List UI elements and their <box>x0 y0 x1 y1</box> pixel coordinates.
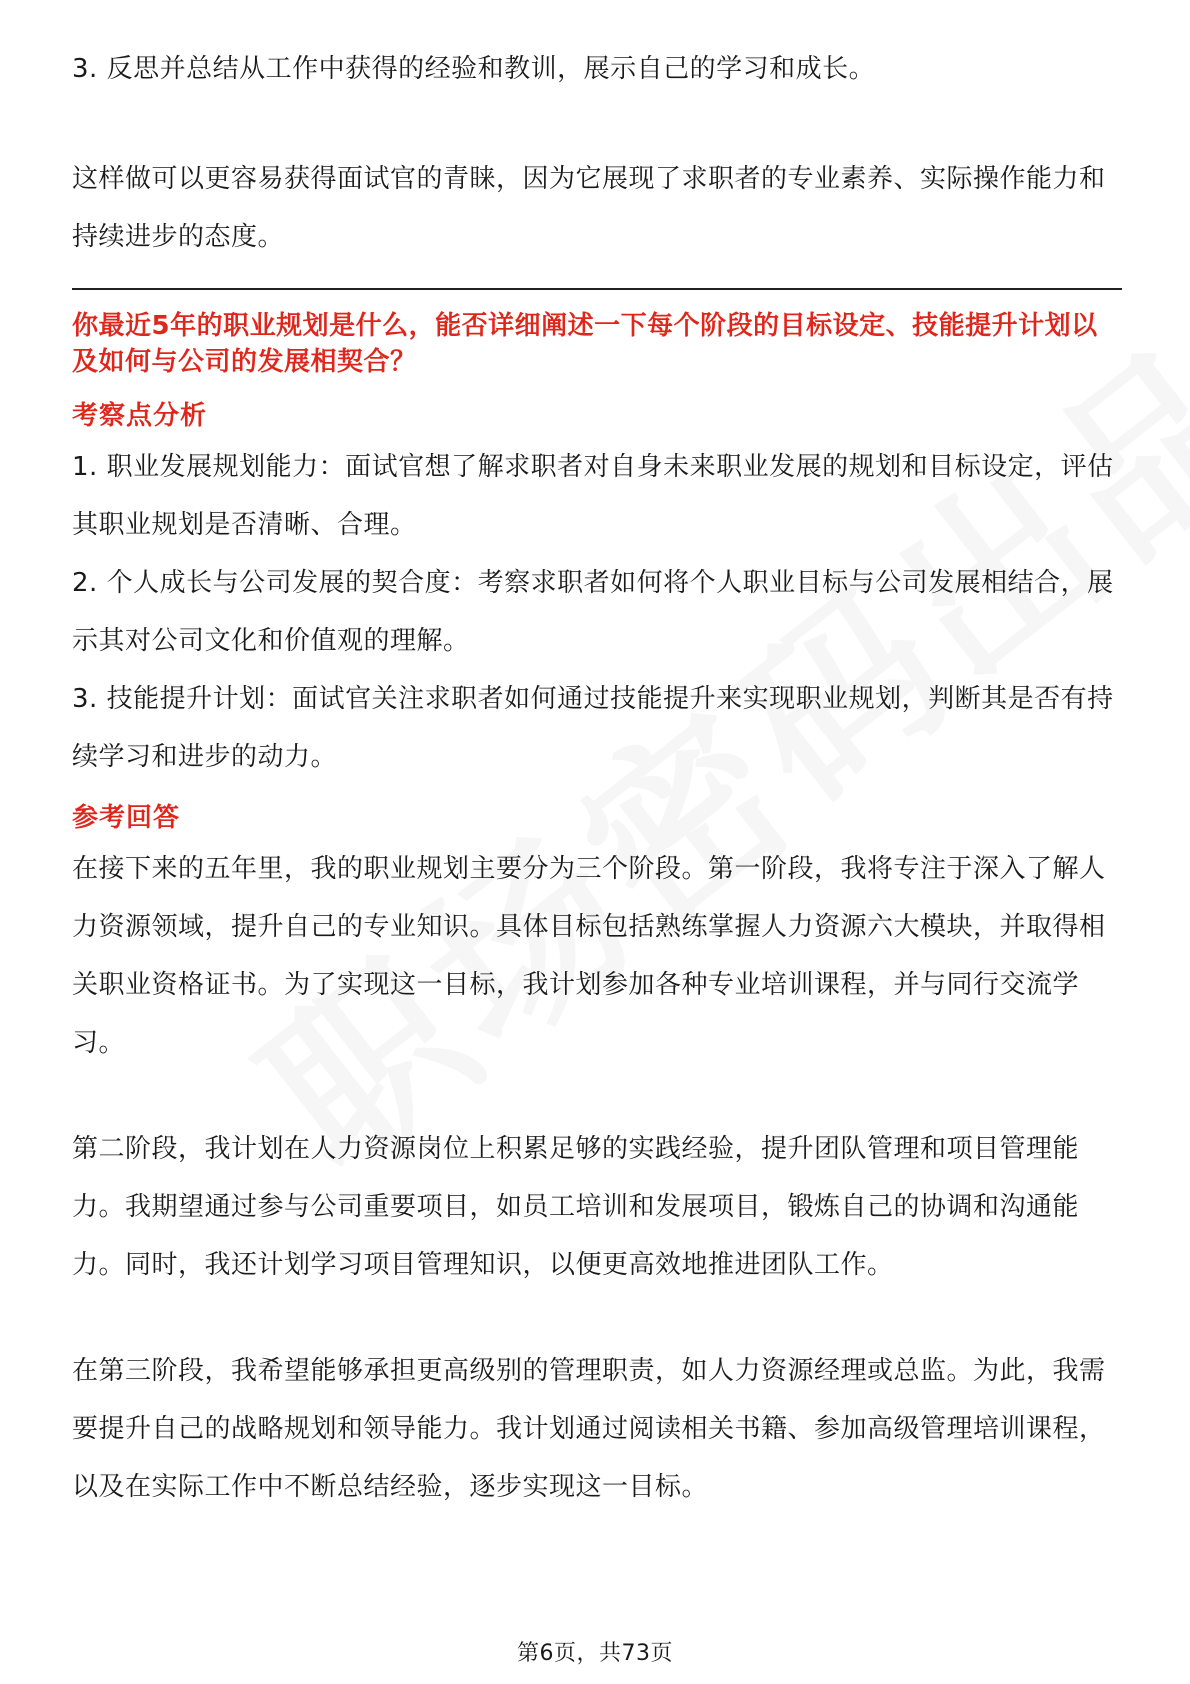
analysis-item-2: 2. 个人成长与公司发展的契合度：考察求职者如何将个人职业目标与公司发展相结合，展示其对公司文化和价值观的理解。 <box>72 568 1114 656</box>
spacer <box>72 98 1122 150</box>
answer-paragraph-3: 在第三阶段，我希望能够承担更高级别的管理职责，如人力资源经理或总监。为此，我需要提升自己的战略规划和领导能力。我计划通过阅读相关书籍、参加高级管理培训课程，以及在实际工作中不断总结经验，逐步实现这一目标。 <box>72 1356 1106 1502</box>
page-footer: 第6页，共73页 <box>517 1641 673 1666</box>
top-item-3: 3. 反思并总结从工作中获得的经验和教训，展示自己的学习和成长。 <box>72 54 876 84</box>
question-title: 你最近5年的职业规划是什么，能否详细阐述一下每个阶段的目标设定、技能提升计划以及如何与公司的发展相契合？ <box>72 311 1098 377</box>
analysis-item-3: 3. 技能提升计划：面试官关注求职者如何通过技能提升来实现职业规划，判断其是否有持续学习和进步的动力。 <box>72 684 1114 772</box>
document-page <box>72 40 1122 1516</box>
answer-paragraph-2: 第二阶段，我计划在人力资源岗位上积累足够的实践经验，提升团队管理和项目管理能力。我期望通过参与公司重要项目，如员工培训和发展项目，锻炼自己的协调和沟通能力。同时，我还计划学习项目管理知识，以便更高效地推进团队工作。 <box>72 1134 1080 1280</box>
answer-heading: 参考回答 <box>72 803 181 833</box>
spacer <box>72 1072 1122 1120</box>
answer-paragraph-1: 在接下来的五年里，我的职业规划主要分为三个阶段。第一阶段，我将专注于深入了解人力资源领域，提升自己的专业知识。具体目标包括熟练掌握人力资源六大模块，并取得相关职业资格证书。为了实现这一目标，我计划参加各种专业培训课程，并与同行交流学习。 <box>72 854 1106 1058</box>
analysis-heading: 考察点分析 <box>72 401 208 431</box>
analysis-item-1: 1. 职业发展规划能力：面试官想了解求职者对自身未来职业发展的规划和目标设定，评估其职业规划是否清晰、合理。 <box>72 452 1114 540</box>
top-summary: 这样做可以更容易获得面试官的青睐，因为它展现了求职者的专业素养、实际操作能力和持续进步的态度。 <box>72 164 1106 252</box>
spacer <box>72 1294 1122 1342</box>
section-divider <box>72 288 1122 290</box>
